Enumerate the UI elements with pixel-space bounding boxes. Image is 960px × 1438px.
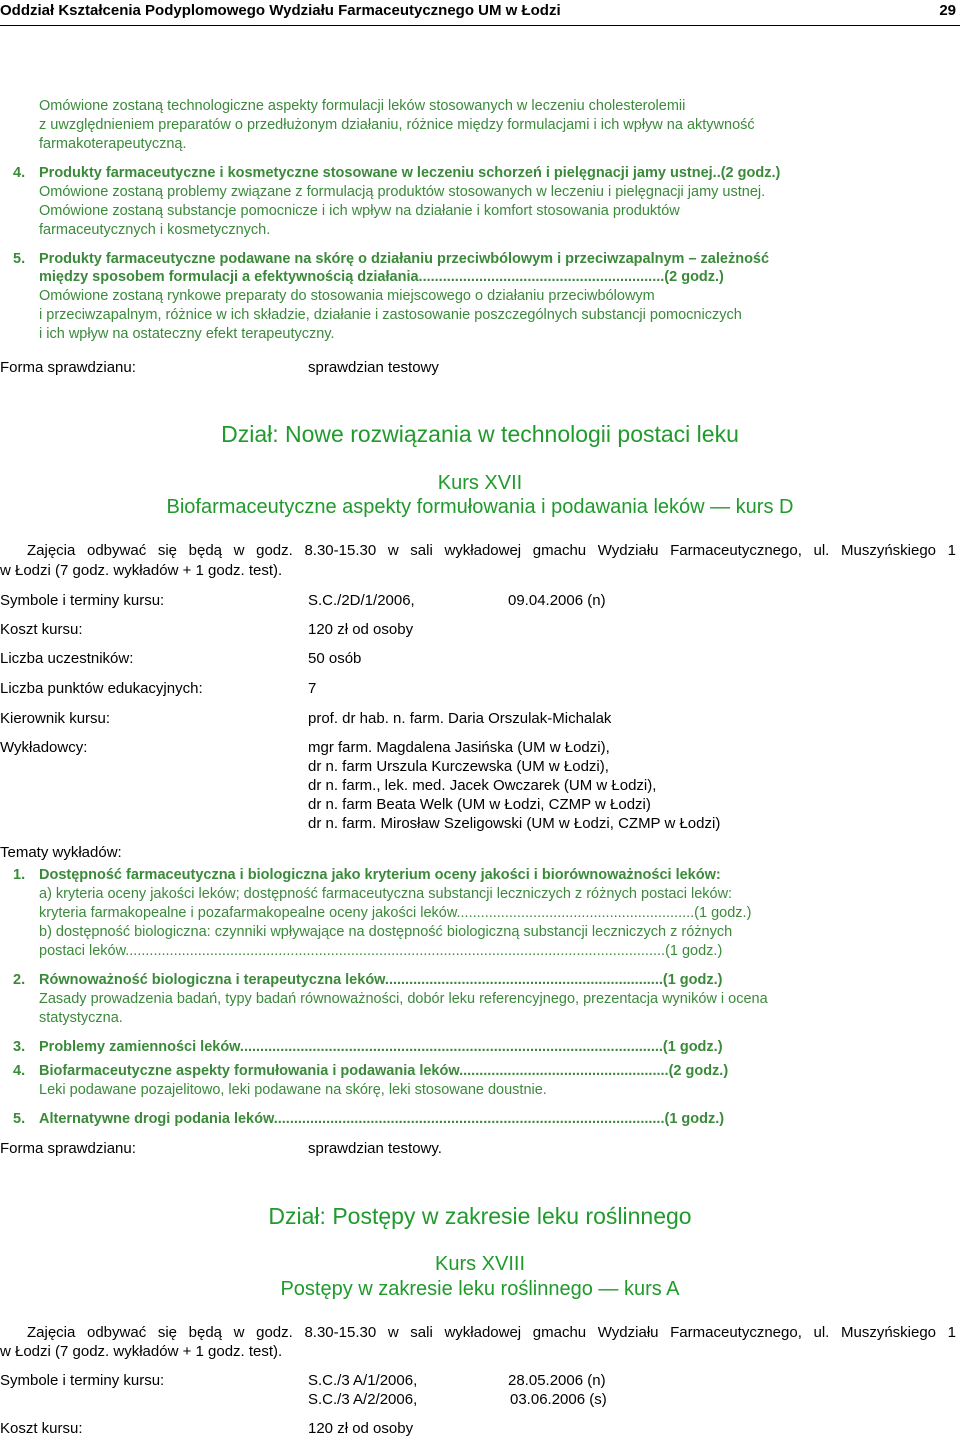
lecturer-item: dr n. farm Urszula Kurczewska (UM w Łodzi), bbox=[308, 758, 609, 775]
topic3-number: 3. bbox=[13, 1039, 26, 1055]
course-title: Biofarmaceutyczne aspekty formułowania i podawania leków — kurs D bbox=[166, 496, 794, 518]
lecturer-item: dr n. farm., lek. med. Jacek Owczarek (UM w Łodzi), bbox=[308, 777, 657, 794]
section-title: Dział: Nowe rozwiązania w technologii postaci leku bbox=[221, 421, 739, 447]
participants-value: 50 osób bbox=[308, 650, 362, 667]
course-info-line-2: w Łodzi (7 godz. wykładów + 1 godz. test). bbox=[0, 1343, 283, 1360]
topic4-desc-2: Omówione zostaną substancje pomocnicze i ich wpływ na działanie i komfort stosowania produktów bbox=[39, 203, 680, 219]
topic5b-number: 5. bbox=[13, 1111, 26, 1127]
course-info-line-1: Zajęcia odbywać się będą w godz. 8.30-15.30 w sali wykładowej gmachu Wydziału Farmaceutycznego, ul. Muszyńskiego 1 bbox=[27, 1324, 956, 1341]
symbols-label: Symbole i terminy kursu: bbox=[0, 592, 165, 609]
page-number: 29 bbox=[939, 2, 956, 19]
topic5-desc-1: Omówione zostaną rynkowe preparaty do stosowania miejscowego o działaniu przeciwbólowym bbox=[39, 288, 655, 304]
section-title: Dział: Postępy w zakresie leku roślinnego bbox=[268, 1203, 692, 1229]
cost-label: Koszt kursu: bbox=[0, 1420, 83, 1437]
form-value: sprawdzian testowy bbox=[308, 359, 439, 376]
course-info-line-2: w Łodzi (7 godz. wykładów + 1 godz. test). bbox=[0, 562, 283, 579]
topic1-b-line-1: b) dostępność biologiczna: czynniki wpływające na dostępność biologiczną substancji leczniczych z różnych bbox=[39, 924, 733, 940]
form-label: Forma sprawdzianu: bbox=[0, 1140, 136, 1157]
lecturer-item: dr n. farm Beata Welk (UM w Łodzi, CZMP w Łodzi) bbox=[308, 796, 651, 813]
symbols-code: S.C./3 A/2/2006, bbox=[308, 1391, 418, 1408]
page-header-title: Oddział Kształcenia Podyplomowego Wydziału Farmaceutycznego UM w Łodzi bbox=[0, 2, 561, 19]
course-number: Kurs XVII bbox=[437, 472, 523, 494]
topic2-title: Równoważność biologiczna i terapeutyczna leków.....................................................................(1 godz.) bbox=[39, 972, 723, 988]
topic5b-title: Alternatywne drogi podania leków.................................................................................................(1 godz.) bbox=[39, 1111, 725, 1127]
form-value: sprawdzian testowy. bbox=[308, 1140, 442, 1157]
intro-line-1: Omówione zostaną technologiczne aspekty formulacji leków stosowanych w leczeniu cholesterolemii bbox=[39, 98, 686, 114]
cost-label: Koszt kursu: bbox=[0, 621, 83, 638]
topic5-title-2: między sposobem formulacji a efektywnością działania.............................................................(2 godz.) bbox=[39, 269, 724, 285]
intro-line-2: z uwzględnieniem preparatów o przedłużonym działaniu, różnice między formulacjami i ich wpływ na aktywność bbox=[39, 117, 755, 133]
topic4-title: Produkty farmaceutyczne i kosmetyczne stosowane w leczeniu schorzeń i pielęgnacji jamy ustnej..(2 godz.) bbox=[39, 165, 781, 181]
cost-value: 120 zł od osoby bbox=[308, 621, 414, 638]
points-value: 7 bbox=[308, 680, 317, 697]
symbols-code: S.C./3 A/1/2006, bbox=[308, 1372, 418, 1389]
lecturer-item: dr n. farm. Mirosław Szeligowski (UM w Łodzi, CZMP w Łodzi) bbox=[308, 815, 721, 832]
lecturers-label: Wykładowcy: bbox=[0, 739, 88, 756]
topic4b-title: Biofarmaceutyczne aspekty formułowania i podawania leków....................................................(2 godz.) bbox=[39, 1063, 729, 1079]
course-info-line-1: Zajęcia odbywać się będą w godz. 8.30-15.30 w sali wykładowej gmachu Wydziału Farmaceutycznego, ul. Muszyńskiego 1 bbox=[27, 542, 956, 559]
topic4-desc-1: Omówione zostaną problemy związane z formulacją produktów stosowanych w leczeniu i pielęgnacji jamy ustnej. bbox=[39, 184, 766, 200]
symbols-date: 03.06.2006 (s) bbox=[510, 1391, 607, 1408]
topic5-desc-2: i przeciwzapalnym, różnice w ich składzie, działanie i zastosowanie poszczególnych substancji pomocniczych bbox=[39, 307, 742, 323]
symbols-date: 09.04.2006 (n) bbox=[508, 592, 606, 609]
lecturer-item: mgr farm. Magdalena Jasińska (UM w Łodzi), bbox=[308, 739, 610, 756]
topic4-number: 4. bbox=[13, 165, 26, 181]
topic4b-number: 4. bbox=[13, 1063, 26, 1079]
topic1-b-line-2: postaci leków......................................................................................................................................(1 godz.) bbox=[39, 943, 723, 959]
topic1-title: Dostępność farmaceutyczna i biologiczna jako kryterium oceny jakości i biorównoważności leków: bbox=[39, 867, 721, 883]
topic4b-desc-1: Leki podawane pozajelitowo, leki podawane na skórę, leki stosowane doustnie. bbox=[39, 1082, 547, 1098]
course-number: Kurs XVIII bbox=[434, 1253, 526, 1275]
topic2-desc-1: Zasady prowadzenia badań, typy badań równoważności, dobór leku referencyjnego, prezentacja wyników i ocena bbox=[39, 991, 768, 1007]
header-divider bbox=[0, 25, 960, 26]
form-label: Forma sprawdzianu: bbox=[0, 359, 136, 376]
head-label: Kierownik kursu: bbox=[0, 710, 111, 727]
intro-line-3: farmakoterapeutyczną. bbox=[39, 136, 187, 152]
topic5-number: 5. bbox=[13, 251, 26, 267]
course-title: Postępy w zakresie leku roślinnego — kurs A bbox=[280, 1278, 680, 1300]
topic5-desc-3: i ich wpływ na ostateczny efekt terapeutyczny. bbox=[39, 326, 335, 342]
topic2-number: 2. bbox=[13, 972, 26, 988]
symbols-label: Symbole i terminy kursu: bbox=[0, 1372, 165, 1389]
topics-label: Tematy wykładów: bbox=[0, 844, 122, 861]
participants-label: Liczba uczestników: bbox=[0, 650, 134, 667]
topic1-a-line-1: a) kryteria oceny jakości leków; dostępność farmaceutyczna substancji leczniczych z różnych postaci leków: bbox=[39, 886, 733, 902]
cost-value: 120 zł od osoby bbox=[308, 1420, 414, 1437]
topic3-title: Problemy zamienności leków.........................................................................................................(1 godz.) bbox=[39, 1039, 723, 1055]
symbols-date: 28.05.2006 (n) bbox=[508, 1372, 606, 1389]
topic1-number: 1. bbox=[13, 867, 26, 883]
topic1-a-line-2: kryteria farmakopealne i pozafarmakopealne oceny jakości leków...........................................................(1 godz.) bbox=[39, 905, 752, 921]
symbols-code: S.C./2D/1/2006, bbox=[308, 592, 415, 609]
topic5-title-1: Produkty farmaceutyczne podawane na skórę o działaniu przeciwbólowym i przeciwzapalnym – zależność bbox=[39, 251, 770, 267]
topic2-desc-2: statystyczna. bbox=[39, 1010, 123, 1026]
points-label: Liczba punktów edukacyjnych: bbox=[0, 680, 203, 697]
topic4-desc-3: farmaceutycznych i kosmetycznych. bbox=[39, 222, 271, 238]
head-value: prof. dr hab. n. farm. Daria Orszulak-Michalak bbox=[308, 710, 612, 727]
